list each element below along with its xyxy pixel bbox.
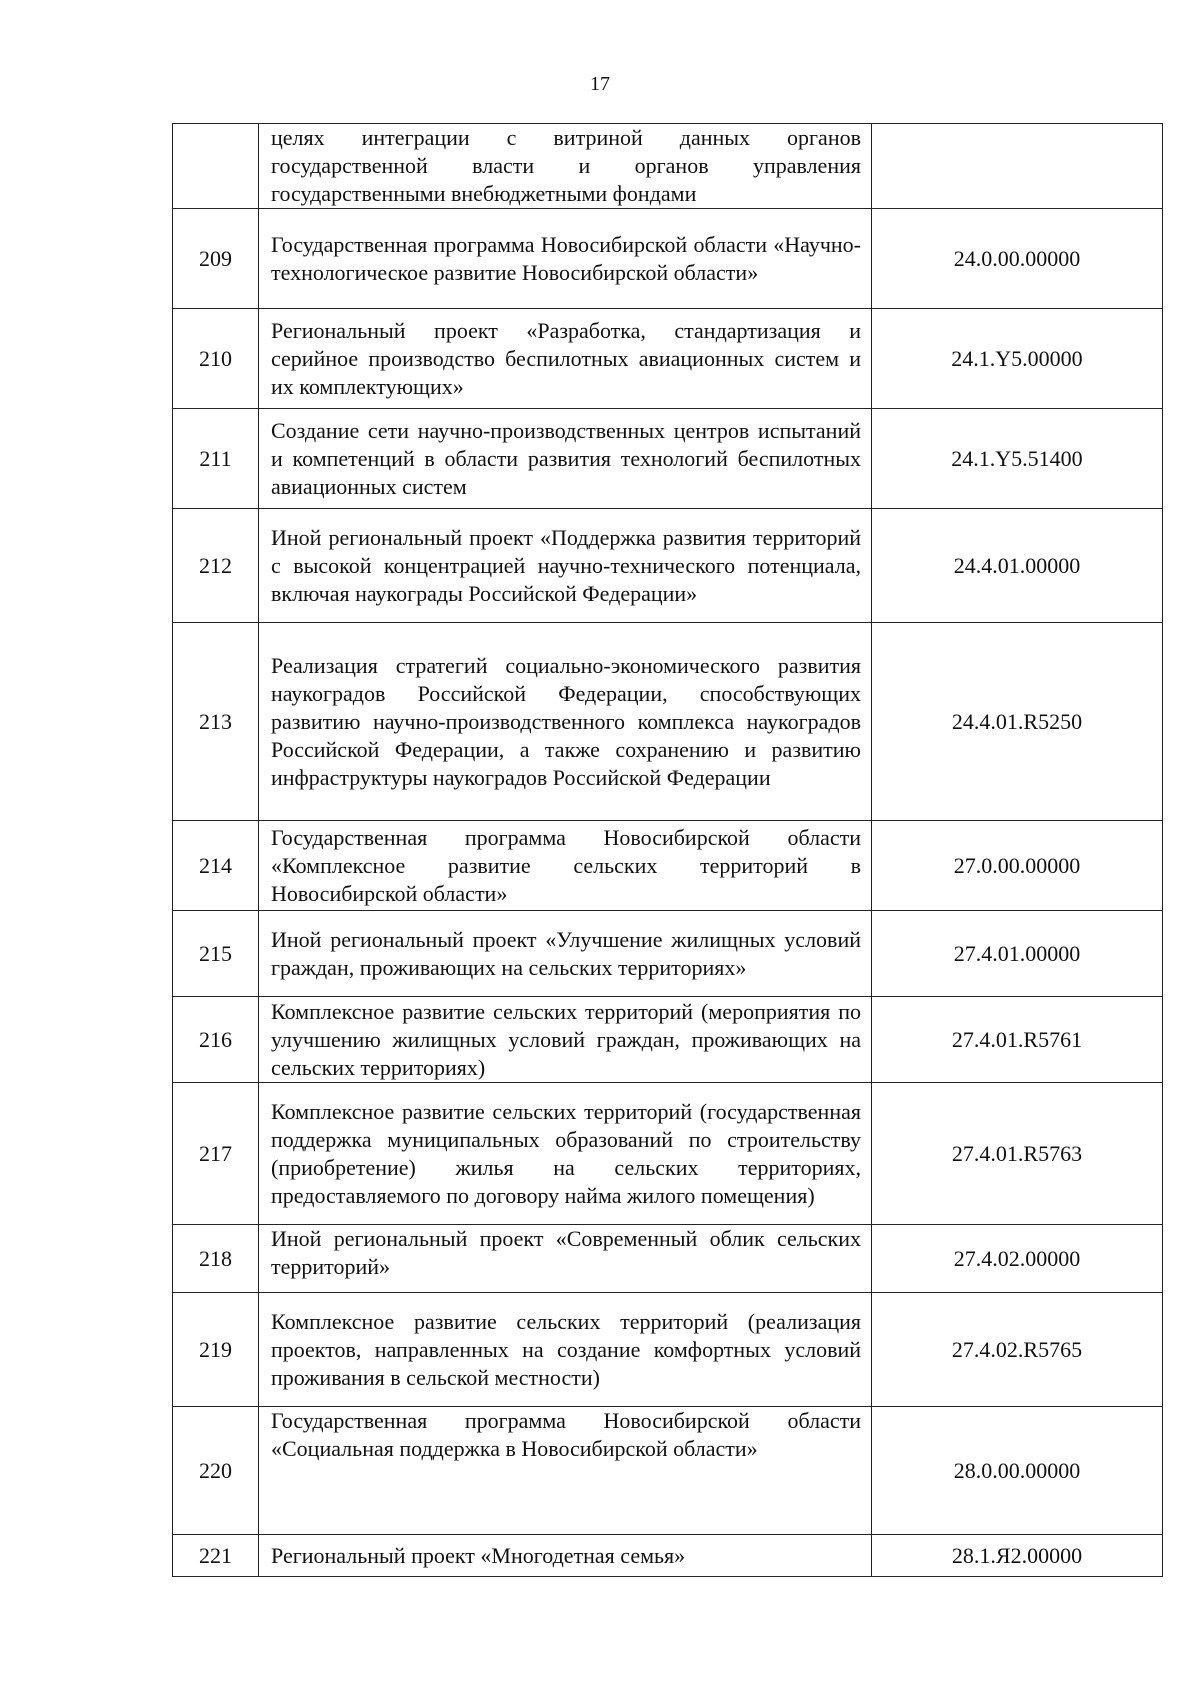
table-row xyxy=(173,309,1163,409)
budget-classification-table xyxy=(172,123,1163,1577)
row-number: 210 xyxy=(173,309,259,409)
table-row xyxy=(173,821,1163,911)
row-name: Иной региональный проект «Улучшение жилищных условий граждан, проживающих на сельских территориях» xyxy=(259,911,872,997)
row-number: 218 xyxy=(173,1225,259,1293)
row-code: 27.0.00.00000 xyxy=(872,821,1163,911)
table-row xyxy=(173,911,1163,997)
row-name: Государственная программа Новосибирской области «Комплексное развитие сельских территорий в Новосибирской области» xyxy=(259,821,872,911)
row-code: 27.4.01.R5761 xyxy=(872,997,1163,1083)
row-number: 217 xyxy=(173,1083,259,1225)
row-number: 214 xyxy=(173,821,259,911)
row-code xyxy=(872,124,1163,209)
row-name: Иной региональный проект «Поддержка развития территорий с высокой концентрацией научно-технического потенциала, включая наукограды Российской Федерации» xyxy=(259,509,872,623)
row-name: Комплексное развитие сельских территорий (мероприятия по улучшению жилищных условий граждан, проживающих на сельских территориях) xyxy=(259,997,872,1083)
row-name: Региональный проект «Разработка, стандартизация и серийное производство беспилотных авиационных систем и их комплектующих» xyxy=(259,309,872,409)
row-code: 27.4.02.R5765 xyxy=(872,1293,1163,1407)
row-code: 24.4.01.00000 xyxy=(872,509,1163,623)
row-number xyxy=(173,124,259,209)
row-code: 24.1.Y5.00000 xyxy=(872,309,1163,409)
row-number: 221 xyxy=(173,1535,259,1577)
row-name: Региональный проект «Многодетная семья» xyxy=(259,1535,872,1577)
table-row xyxy=(173,1535,1163,1577)
table-row xyxy=(173,623,1163,821)
row-code: 27.4.02.00000 xyxy=(872,1225,1163,1293)
table-row xyxy=(173,1083,1163,1225)
row-number: 212 xyxy=(173,509,259,623)
row-number: 209 xyxy=(173,209,259,309)
row-name: Иной региональный проект «Современный облик сельских территорий» xyxy=(259,1225,872,1293)
row-name: Комплексное развитие сельских территорий (государственная поддержка муниципальных образований по строительству (приобретение) жилья на сельских территориях, предоставляемого по договору найма жилого помещения) xyxy=(259,1083,872,1225)
table-row xyxy=(173,1225,1163,1293)
row-code: 24.1.Y5.51400 xyxy=(872,409,1163,509)
row-code: 27.4.01.00000 xyxy=(872,911,1163,997)
page-number: 17 xyxy=(590,73,610,95)
row-number: 211 xyxy=(173,409,259,509)
row-number: 215 xyxy=(173,911,259,997)
row-name: Комплексное развитие сельских территорий (реализация проектов, направленных на создание комфортных условий проживания в сельской местности) xyxy=(259,1293,872,1407)
row-code: 24.4.01.R5250 xyxy=(872,623,1163,821)
table-row xyxy=(173,1293,1163,1407)
row-code: 27.4.01.R5763 xyxy=(872,1083,1163,1225)
row-number: 213 xyxy=(173,623,259,821)
row-code: 24.0.00.00000 xyxy=(872,209,1163,309)
table-row xyxy=(173,509,1163,623)
row-name: Государственная программа Новосибирской области «Социальная поддержка в Новосибирской области» xyxy=(259,1407,872,1535)
row-number: 216 xyxy=(173,997,259,1083)
table-row xyxy=(173,209,1163,309)
table-row xyxy=(173,409,1163,509)
table-row xyxy=(173,124,1163,209)
row-name: целях интеграции с витриной данных органов государственной власти и органов управления государственными внебюджетными фондами xyxy=(259,124,872,209)
row-name: Реализация стратегий социально-экономического развития наукоградов Российской Федерации, способствующих развитию научно-производственного комплекса наукоградов Российской Федерации, а также сохранению и развитию инфраструктуры наукоградов Российской Федерации xyxy=(259,623,872,821)
table-row xyxy=(173,997,1163,1083)
row-number: 219 xyxy=(173,1293,259,1407)
table-row xyxy=(173,1407,1163,1535)
row-name: Государственная программа Новосибирской области «Научно-технологическое развитие Новосибирской области» xyxy=(259,209,872,309)
row-code: 28.1.Я2.00000 xyxy=(872,1535,1163,1577)
row-name: Создание сети научно-производственных центров испытаний и компетенций в области развития технологий беспилотных авиационных систем xyxy=(259,409,872,509)
row-number: 220 xyxy=(173,1407,259,1535)
row-code: 28.0.00.00000 xyxy=(872,1407,1163,1535)
